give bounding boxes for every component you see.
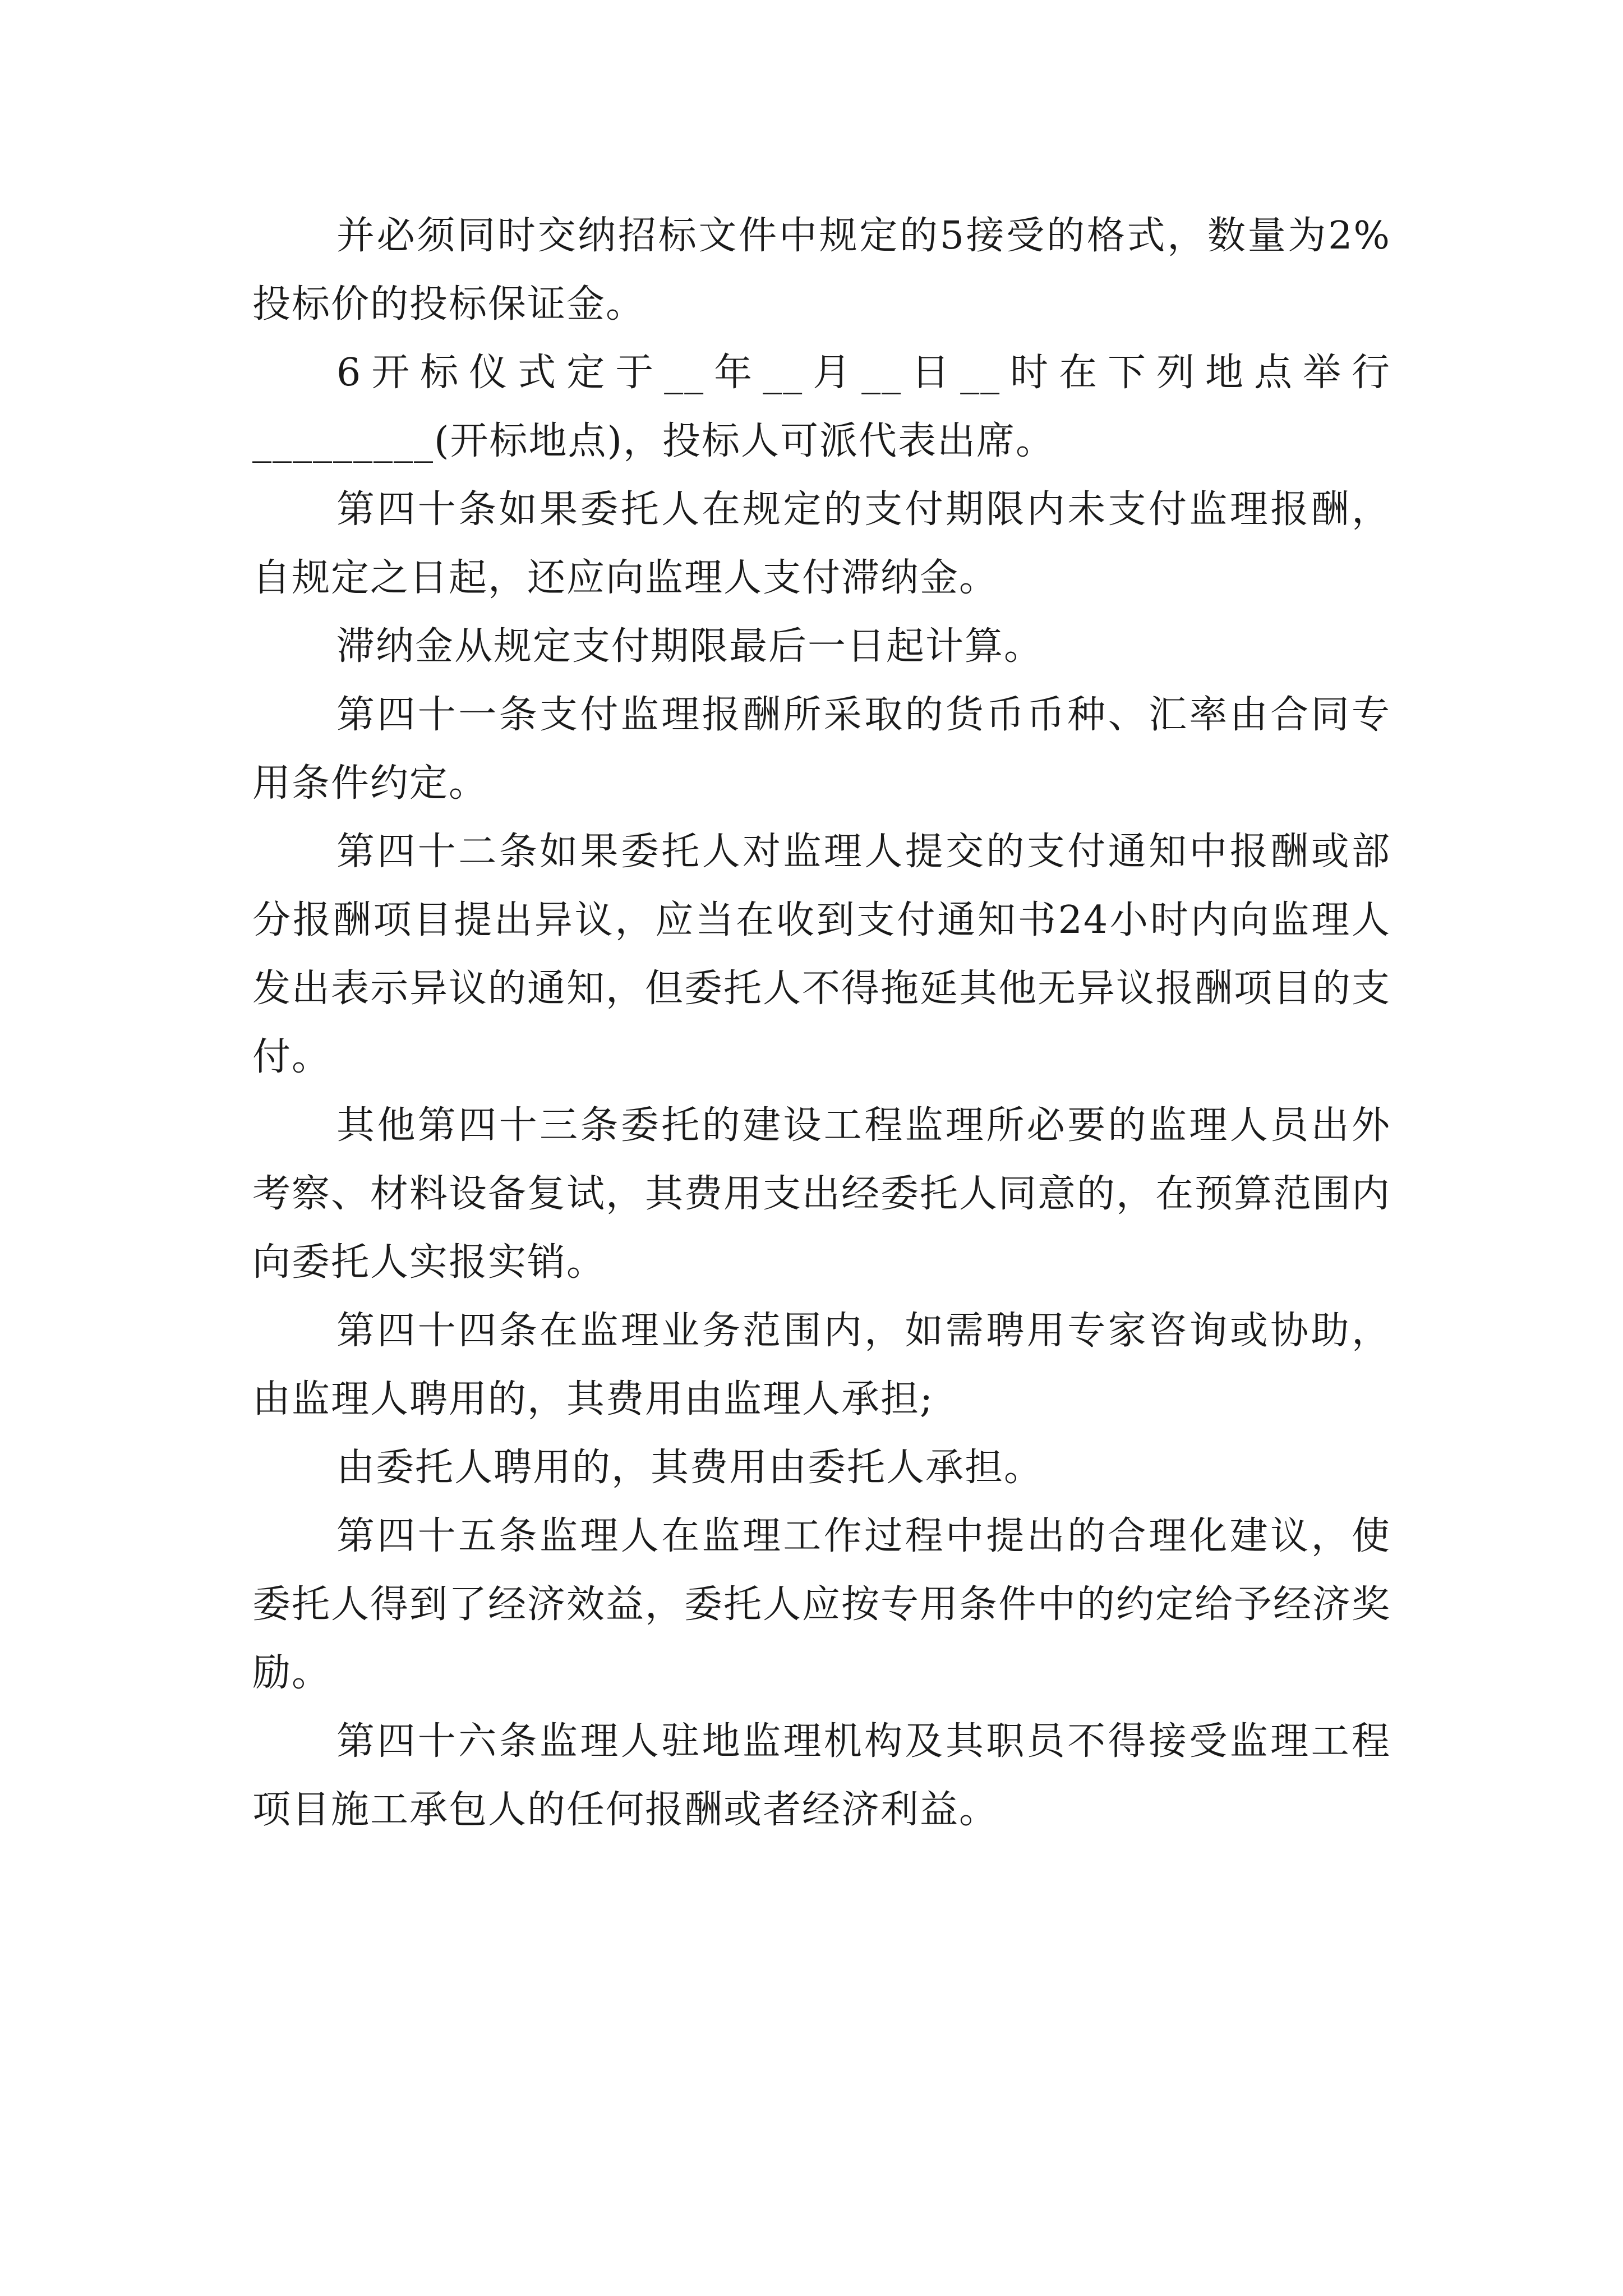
paragraph: 由委托人聘用的，其费用由委托人承担。 bbox=[336, 1446, 1044, 1490]
paragraph: 第四十四条在监理业务范围内，如需聘用专家咨询或协助，由监理人聘用的，其费用由监理人承担; bbox=[252, 1309, 1391, 1421]
paragraph: 第四十条如果委托人在规定的支付期限内未支付监理报酬，自规定之日起，还应向监理人支付滞纳金。 bbox=[252, 487, 1391, 600]
paragraph: 滞纳金从规定支付期限最后一日起计算。 bbox=[336, 624, 1044, 669]
document-body bbox=[252, 202, 1391, 1844]
paragraph: 第四十一条支付监理报酬所采取的货币币种、汇率由合同专用条件约定。 bbox=[252, 693, 1391, 806]
paragraph: 6开标仪式定于__年__月__日__时在下列地点举行_________(开标地点)，投标人可派代表出席。 bbox=[252, 351, 1391, 463]
paragraph: 其他第四十三条委托的建设工程监理所必要的监理人员出外考察、材料设备复试，其费用支出经委托人同意的，在预算范围内向委托人实报实销。 bbox=[252, 1103, 1391, 1285]
paragraph: 第四十二条如果委托人对监理人提交的支付通知中报酬或部分报酬项目提出异议，应当在收到支付通知书24小时内向监理人发出表示异议的通知，但委托人不得拖延其他无异议报酬项目的支付。 bbox=[252, 830, 1391, 1079]
paragraph: 第四十五条监理人在监理工作过程中提出的合理化建议，使委托人得到了经济效益，委托人应按专用条件中的约定给予经济奖励。 bbox=[252, 1514, 1391, 1695]
paragraph: 第四十六条监理人驻地监理机构及其职员不得接受监理工程项目施工承包人的任何报酬或者经济利益。 bbox=[252, 1719, 1391, 1832]
paragraph: 并必须同时交纳招标文件中规定的5接受的格式，数量为2%投标价的投标保证金。 bbox=[252, 214, 1391, 326]
